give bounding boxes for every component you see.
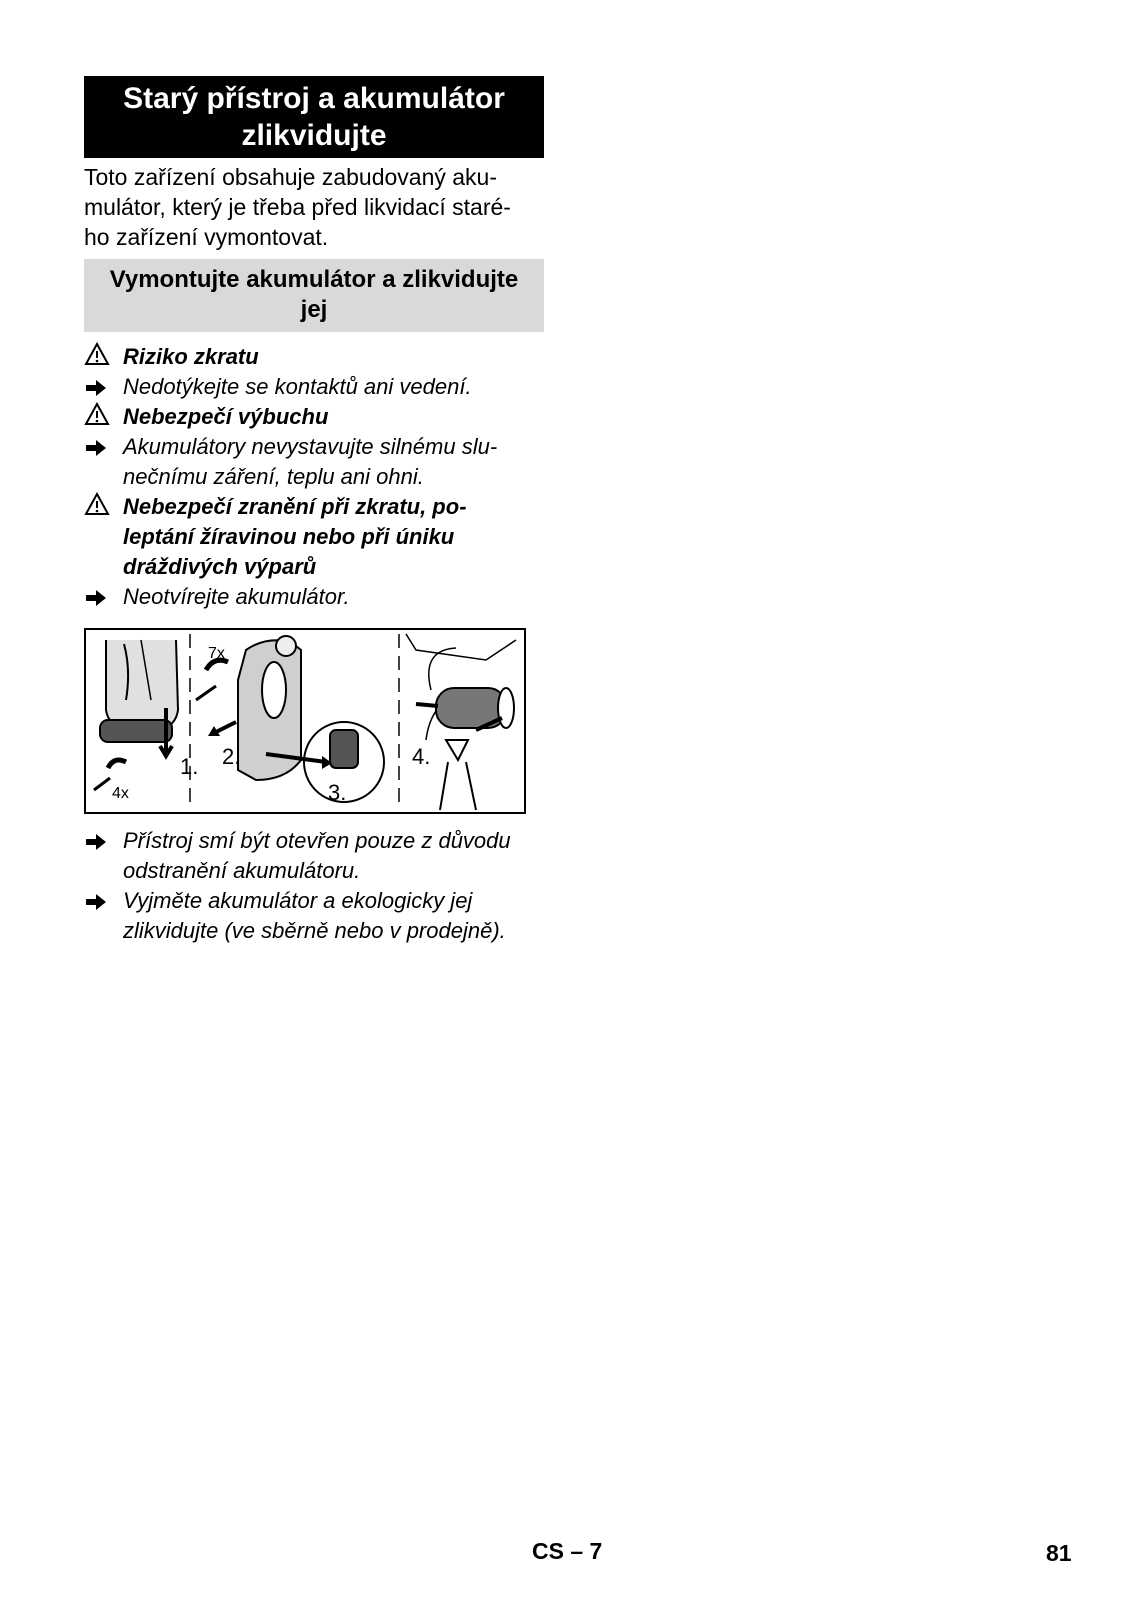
figure-step4-label: 4.	[412, 744, 431, 769]
warning-text: Nebezpečí zranění při zkratu, po-	[123, 494, 467, 519]
figure-step2-label: 2.	[222, 744, 241, 769]
arrow-right-icon	[84, 582, 114, 617]
intro-line: mulátor, který je třeba před likvidací staré-	[84, 194, 511, 220]
instruction-text: Vyjměte akumulátor a ekologicky jej	[123, 888, 473, 913]
section-heading	[84, 76, 544, 158]
instruction-text: odstranění akumulátoru.	[123, 858, 361, 883]
footer-page-number: 81	[1046, 1540, 1072, 1566]
instruction-text: nečnímu záření, teplu ani ohni.	[123, 464, 424, 489]
subsection-heading	[84, 259, 544, 332]
battery-removal-figure	[84, 628, 526, 814]
instruction-text: Neotvírejte akumulátor.	[123, 584, 350, 609]
subsection-heading-line2: jej	[300, 296, 328, 323]
instruction-text: Přístroj smí být otevřen pouze z důvodu	[123, 828, 511, 853]
section-heading-line2: zlikvidujte	[241, 119, 387, 152]
warning-text: Nebezpečí výbuchu	[123, 404, 329, 429]
warning-text: dráždivých výparů	[123, 554, 317, 579]
instruction-text: Akumulátory nevystavujte silnému slu-	[123, 434, 498, 459]
warning-text: Riziko zkratu	[123, 344, 259, 369]
figure-screws-4-label: 4x	[112, 785, 129, 802]
intro-paragraph	[84, 162, 544, 252]
intro-line: ho zařízení vymontovat.	[84, 224, 329, 250]
figure-illustration	[86, 630, 524, 812]
figure-step3-label: 3.	[328, 780, 347, 805]
section-heading-line1: Starý přístroj a akumulátor	[123, 82, 505, 115]
warning-triangle-icon	[84, 492, 114, 524]
instruction-text: zlikvidujte (ve sběrně nebo v prodejně).	[123, 918, 506, 943]
arrow-right-icon	[84, 432, 114, 467]
device-bottom-panel	[94, 640, 178, 790]
figure-step1-label: 1.	[180, 754, 199, 779]
instruction-text: Nedotýkejte se kontaktů ani vedení.	[123, 374, 472, 399]
arrow-right-icon	[84, 826, 114, 861]
subsection-heading-line1: Vymontujte akumulátor a zlikvidujte	[109, 266, 519, 293]
warning-text: leptání žíravinou nebo při úniku	[123, 524, 455, 549]
intro-line: Toto zařízení obsahuje zabudovaný aku-	[84, 164, 497, 190]
warning-triangle-icon	[84, 342, 114, 374]
figure-screws-7-label: 7x	[208, 645, 225, 662]
battery-disposal-panel	[406, 634, 516, 810]
footer-section-label: CS – 7	[532, 1538, 603, 1564]
arrow-right-icon	[84, 886, 114, 921]
warning-triangle-icon	[84, 402, 114, 434]
